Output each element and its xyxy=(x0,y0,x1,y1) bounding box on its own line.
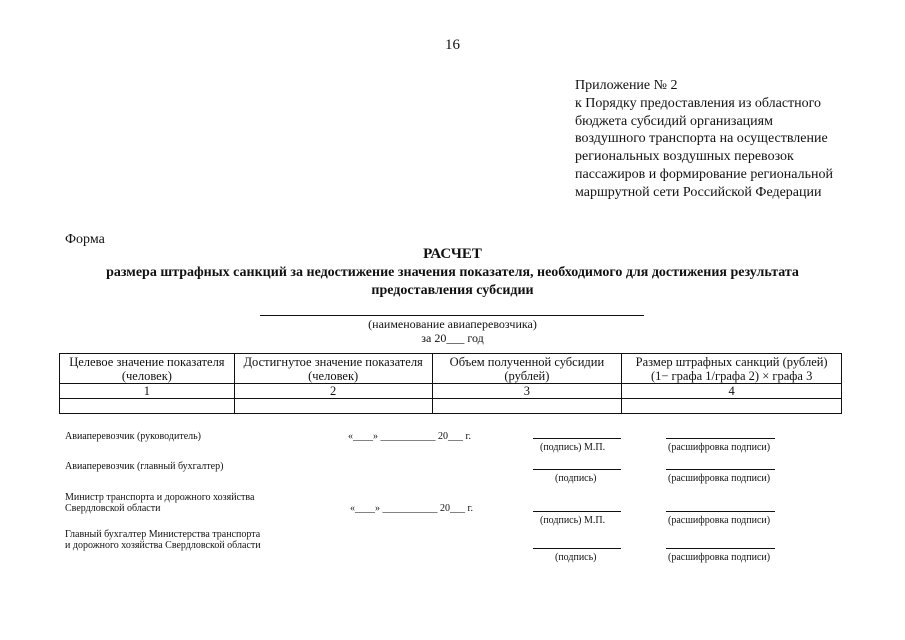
header-formula: (1− графа 1/графа 2) × графа 3 xyxy=(650,368,813,383)
ministry-accountant-label xyxy=(65,529,261,551)
signature-caption: (подпись) xyxy=(555,552,597,563)
ministry-accountant-label-line: и дорожного хозяйства Свердловской области xyxy=(65,540,261,551)
appendix-line: пассажиров и формирование региональной xyxy=(575,166,833,182)
header-text: Размер штрафных санкций (рублей) xyxy=(635,354,828,369)
column-number: 4 xyxy=(622,384,842,399)
table-column-numbers-row xyxy=(60,384,842,399)
table-cell[interactable] xyxy=(432,399,622,414)
form-label: Форма xyxy=(65,232,105,247)
appendix-line: маршрутной сети Российской Федерации xyxy=(575,184,822,200)
period-label: за 20___ год xyxy=(421,331,484,345)
header-unit: (человек) xyxy=(121,368,172,383)
minister-label-line: Свердловской области xyxy=(65,503,161,514)
minister-label xyxy=(65,492,254,514)
table-row xyxy=(60,399,842,414)
appendix-line: Приложение № 2 xyxy=(575,78,678,93)
signature-line xyxy=(533,548,621,549)
table-header-row xyxy=(60,354,842,384)
decode-line xyxy=(666,469,775,470)
decode-line xyxy=(666,438,775,439)
column-number: 2 xyxy=(234,384,432,399)
column-number: 3 xyxy=(432,384,622,399)
appendix-line: к Порядку предоставления из областного xyxy=(575,95,822,111)
carrier-caption: (наименование авиаперевозчика) xyxy=(368,317,537,331)
decode-caption: (расшифровка подписи) xyxy=(668,552,771,563)
decode-caption: (расшифровка подписи) xyxy=(668,515,771,526)
decode-line xyxy=(666,511,775,512)
decode-caption: (расшифровка подписи) xyxy=(668,442,771,453)
signature-stamp-caption: (подпись) М.П. xyxy=(540,515,606,526)
signature-line xyxy=(533,511,621,512)
date-field[interactable]: «____» ___________ 20___ г. xyxy=(348,431,471,442)
page-number: 16 xyxy=(445,37,460,53)
column-number: 1 xyxy=(60,384,235,399)
ministry-accountant-label-line: Главный бухгалтер Министерства транспорта xyxy=(65,529,261,540)
table-cell[interactable] xyxy=(60,399,235,414)
appendix-line: бюджета субсидий организациям xyxy=(575,113,773,129)
table-header-cell xyxy=(622,354,842,384)
subtitle-line: размера штрафных санкций за недостижение значения показателя, необходимого для достижения результата xyxy=(106,265,799,280)
minister-label-line: Министр транспорта и дорожного хозяйства xyxy=(65,492,255,503)
appendix-line: региональных воздушных перевозок xyxy=(575,149,794,165)
table-cell[interactable] xyxy=(622,399,842,414)
table-header-cell xyxy=(234,354,432,384)
table-header-cell xyxy=(60,354,235,384)
decode-caption: (расшифровка подписи) xyxy=(668,473,771,484)
table-cell[interactable] xyxy=(234,399,432,414)
header-text: Достигнутое значение показателя xyxy=(243,354,423,369)
carrier-accountant-label: Авиаперевозчик (главный бухгалтер) xyxy=(65,461,224,472)
table-header-cell xyxy=(432,354,622,384)
signature-caption: (подпись) xyxy=(555,473,597,484)
header-text: Целевое значение показателя xyxy=(69,354,225,369)
appendix-line: воздушного транспорта на осуществление xyxy=(575,131,828,147)
signature-line xyxy=(533,438,621,439)
signature-stamp-caption: (подпись) М.П. xyxy=(540,442,606,453)
appendix-reference xyxy=(575,77,875,202)
subtitle-line: предоставления субсидии xyxy=(371,283,534,298)
header-unit: (рублей) xyxy=(504,368,550,383)
carrier-name-line xyxy=(260,315,644,316)
header-unit: (человек) xyxy=(308,368,359,383)
document-subtitle xyxy=(0,264,905,300)
document-title: РАСЧЕТ xyxy=(423,246,482,262)
calculation-table xyxy=(59,353,842,414)
signature-line xyxy=(533,469,621,470)
header-text: Объем полученной субсидии xyxy=(449,354,605,369)
decode-line xyxy=(666,548,775,549)
carrier-head-label: Авиаперевозчик (руководитель) xyxy=(65,431,202,442)
date-field[interactable]: «____» ___________ 20___ г. xyxy=(350,503,473,514)
